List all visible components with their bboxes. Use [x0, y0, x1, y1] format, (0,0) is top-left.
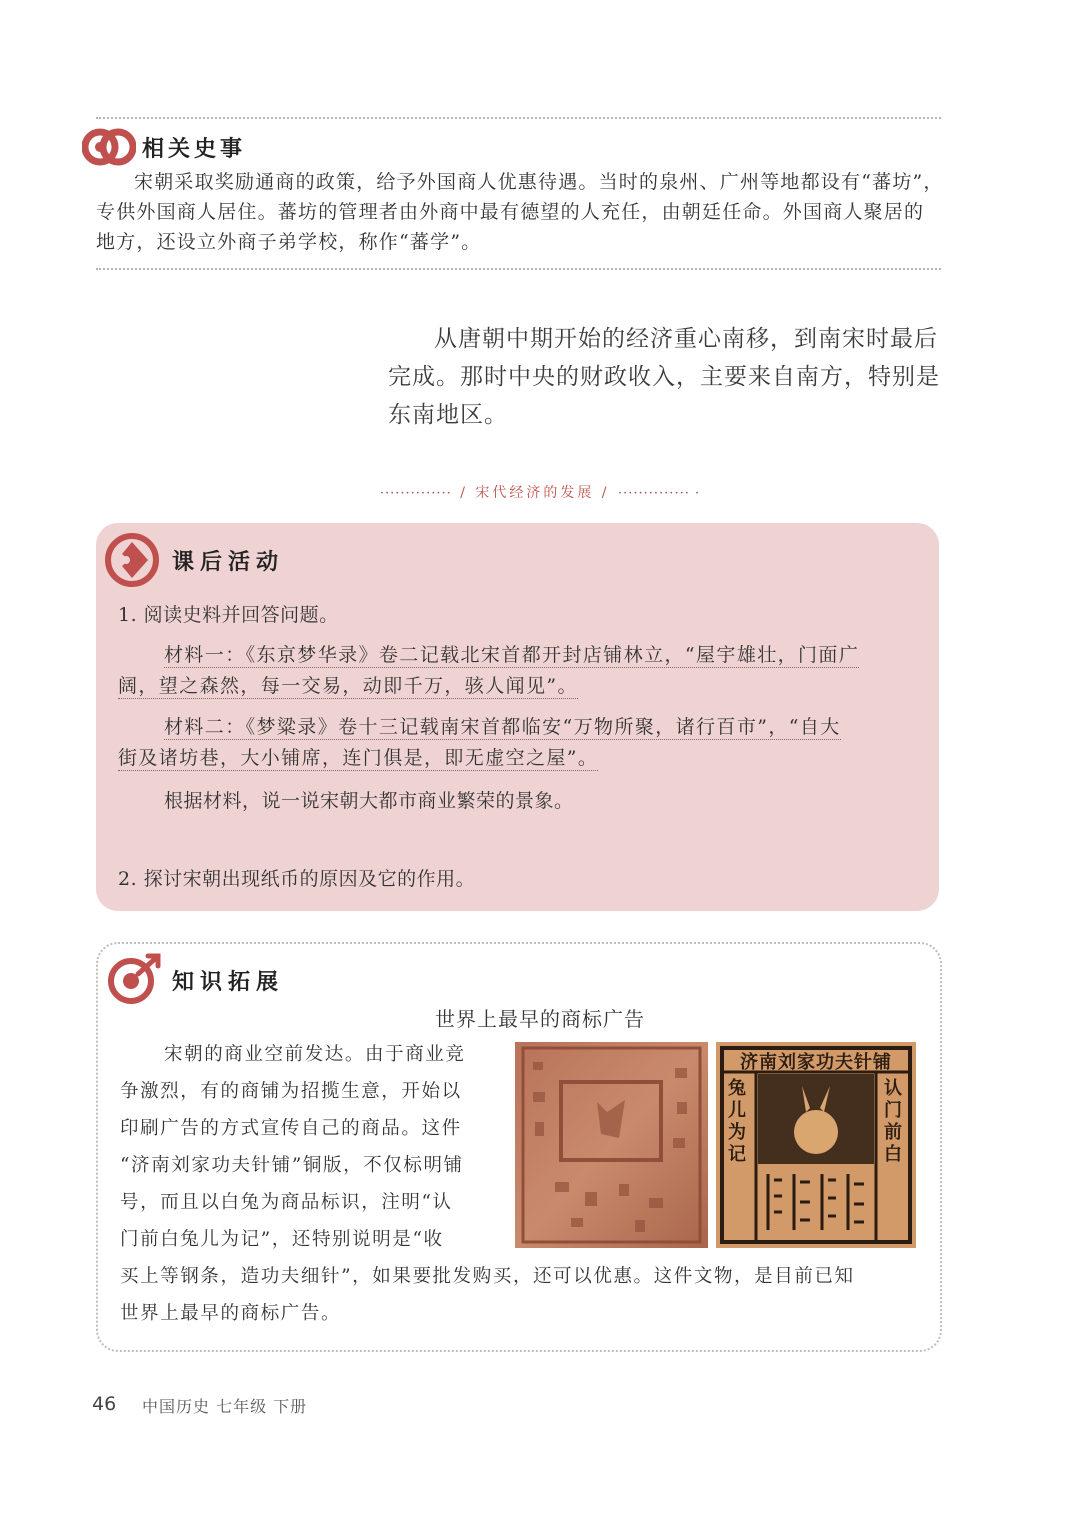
knowledge-line-1: 宋朝的商业空前发达。由于商业竞 [164, 1044, 466, 1065]
related-history-title: 相关史事 [142, 137, 247, 162]
book-title: 中国历史 七年级 下册 [142, 1397, 308, 1416]
section-marker-dots-left: ·············· [379, 486, 452, 501]
knowledge-icon [104, 952, 162, 1006]
section-marker [0, 482, 1080, 502]
material-2 [118, 712, 918, 774]
material-2-line-2: 街及诸坊巷，大小铺席，连门俱是，即无虚空之屋”。 [118, 747, 599, 769]
knowledge-title: 知识拓展 [172, 970, 285, 995]
bottom-dotted-divider [96, 268, 941, 270]
knowledge-line-2: 争激烈，有的商铺为招揽生意，开始以 [120, 1081, 462, 1102]
material-2-line-1: 材料二：《梦粱录》卷十三记载南宋首都临安“万物所聚，诸行百市”，“自大 [164, 716, 841, 738]
plate-text-top: 济南刘家功夫针铺 [740, 1052, 892, 1073]
knowledge-line-6: 门前白兔儿为记”，还特别说明是“收 [120, 1229, 444, 1250]
related-history-text: 宋朝采取奖励通商的政策，给予外国商人优惠待遇。当时的泉州、广州等地都设有“蕃坊”，专供外国商人居住。蕃坊的管理者由外商中最有德望的人充任，由朝廷任命。外国商人聚居的地方，还设立外商子弟学校，称作“蕃学”。 [96, 171, 944, 253]
material-1-line-2: 阔，望之森然，每一交易，动即千万，骇人闻见”。 [118, 675, 578, 697]
knowledge-line-3: 印刷广告的方式宣传自己的商品。这件 [120, 1118, 462, 1139]
material-1-line-1: 材料一：《东京梦华录》卷二记载北宋首都开封店铺林立，“屋宇雄壮，门面广 [164, 644, 860, 666]
section-marker-dots-right: ·············· · [617, 486, 701, 501]
material-1 [118, 640, 918, 702]
knowledge-line-7: 买上等钢条，造功夫细针”，如果要批发购买，还可以优惠。这件文物，是目前已知 [120, 1266, 855, 1287]
knowledge-line-5: 号，而且以白兔为商品标识，注明“认 [120, 1192, 453, 1213]
section-marker-label: / 宋代经济的发展 / [460, 485, 610, 501]
plate-text-right: 认门前白 [884, 1078, 902, 1165]
knowledge-line-8: 世界上最早的商标广告。 [120, 1303, 342, 1324]
related-history-icon [82, 122, 136, 172]
print-rubbing-photo [716, 1042, 916, 1248]
activity-title: 课后活动 [172, 550, 285, 575]
page-number: 46 [92, 1393, 117, 1415]
top-dotted-divider [96, 117, 941, 119]
knowledge-subtitle: 世界上最早的商标广告 [435, 1007, 645, 1031]
activity-icon [104, 532, 160, 588]
activity-question-2: 2. 探讨宋朝出现纸币的原因及它的作用。 [118, 868, 476, 890]
activity-question-1-prompt: 根据材料，说一说宋朝大都市商业繁荣的景象。 [164, 790, 574, 812]
bronze-plate-photo [515, 1042, 708, 1248]
main-paragraph: 从唐朝中期开始的经济重心南移，到南宋时最后完成。那时中央的财政收入，主要来自南方，特别是东南地区。 [388, 326, 940, 428]
activity-question-1: 1. 阅读史料并回答问题。 [118, 604, 339, 626]
plate-text-left: 兔儿为记 [728, 1078, 746, 1165]
knowledge-line-4: “济南刘家功夫针铺”铜版，不仅标明铺 [120, 1155, 464, 1176]
